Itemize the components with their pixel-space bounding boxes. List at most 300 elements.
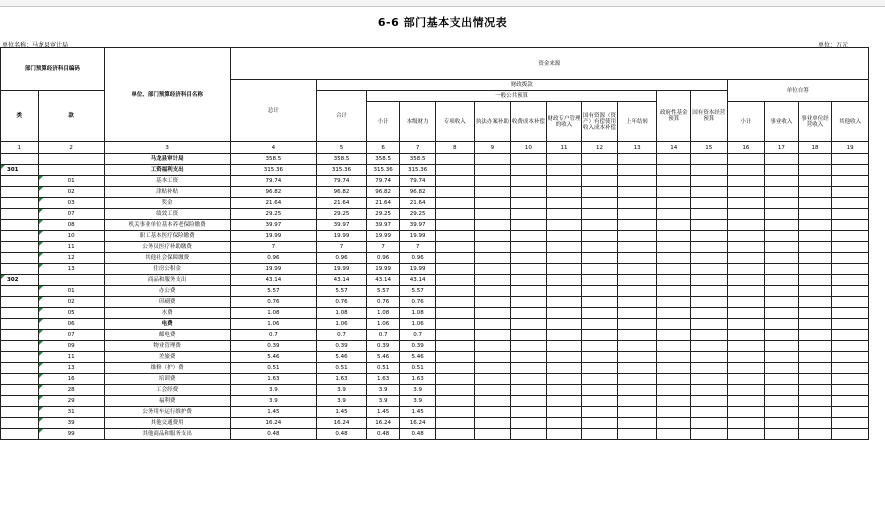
value-cell[interactable]: 5.46 bbox=[317, 352, 367, 363]
value-cell[interactable]: 79.74 bbox=[230, 176, 316, 187]
value-cell[interactable] bbox=[435, 220, 474, 231]
value-cell[interactable] bbox=[690, 297, 727, 308]
value-cell[interactable]: 19.99 bbox=[366, 264, 400, 275]
value-cell[interactable] bbox=[657, 330, 691, 341]
value-cell[interactable] bbox=[474, 374, 511, 385]
value-cell[interactable] bbox=[727, 429, 765, 440]
lei-cell[interactable] bbox=[1, 385, 39, 396]
value-cell[interactable] bbox=[765, 209, 799, 220]
value-cell[interactable] bbox=[435, 154, 474, 165]
value-cell[interactable]: 16.24 bbox=[230, 418, 316, 429]
value-cell[interactable] bbox=[474, 396, 511, 407]
lei-cell[interactable] bbox=[1, 352, 39, 363]
value-cell[interactable] bbox=[798, 330, 832, 341]
value-cell[interactable]: 0.7 bbox=[366, 330, 400, 341]
value-cell[interactable] bbox=[798, 374, 832, 385]
value-cell[interactable] bbox=[511, 363, 547, 374]
value-cell[interactable] bbox=[832, 286, 869, 297]
kuan-cell[interactable]: 16 bbox=[38, 374, 104, 385]
item-name-cell[interactable]: 培训费 bbox=[104, 374, 230, 385]
value-cell[interactable] bbox=[617, 308, 657, 319]
item-name-cell[interactable]: 印刷费 bbox=[104, 297, 230, 308]
lei-cell[interactable] bbox=[1, 176, 39, 187]
value-cell[interactable]: 43.14 bbox=[400, 275, 436, 286]
value-cell[interactable]: 21.64 bbox=[230, 198, 316, 209]
value-cell[interactable] bbox=[765, 242, 799, 253]
item-name-cell[interactable]: 基本工资 bbox=[104, 176, 230, 187]
value-cell[interactable] bbox=[435, 264, 474, 275]
value-cell[interactable] bbox=[435, 418, 474, 429]
lei-cell[interactable] bbox=[1, 297, 39, 308]
value-cell[interactable]: 315.36 bbox=[317, 165, 367, 176]
value-cell[interactable]: 19.99 bbox=[317, 231, 367, 242]
value-cell[interactable] bbox=[582, 396, 618, 407]
value-cell[interactable] bbox=[474, 429, 511, 440]
value-cell[interactable]: 0.7 bbox=[400, 330, 436, 341]
value-cell[interactable] bbox=[832, 264, 869, 275]
value-cell[interactable]: 0.39 bbox=[317, 341, 367, 352]
value-cell[interactable] bbox=[832, 154, 869, 165]
value-cell[interactable]: 0.48 bbox=[317, 429, 367, 440]
lei-cell[interactable] bbox=[1, 396, 39, 407]
kuan-cell[interactable]: 28 bbox=[38, 385, 104, 396]
value-cell[interactable]: 358.5 bbox=[400, 154, 436, 165]
value-cell[interactable] bbox=[832, 407, 869, 418]
value-cell[interactable] bbox=[690, 165, 727, 176]
lei-cell[interactable] bbox=[1, 209, 39, 220]
value-cell[interactable] bbox=[832, 297, 869, 308]
value-cell[interactable] bbox=[474, 187, 511, 198]
value-cell[interactable] bbox=[582, 231, 618, 242]
value-cell[interactable] bbox=[690, 363, 727, 374]
value-cell[interactable] bbox=[657, 198, 691, 209]
item-name-cell[interactable]: 公务员医疗补助缴费 bbox=[104, 242, 230, 253]
value-cell[interactable] bbox=[435, 297, 474, 308]
value-cell[interactable] bbox=[690, 429, 727, 440]
value-cell[interactable] bbox=[546, 220, 582, 231]
value-cell[interactable] bbox=[546, 341, 582, 352]
value-cell[interactable] bbox=[582, 352, 618, 363]
value-cell[interactable] bbox=[435, 374, 474, 385]
value-cell[interactable]: 0.96 bbox=[317, 253, 367, 264]
value-cell[interactable]: 1.08 bbox=[317, 308, 367, 319]
value-cell[interactable] bbox=[546, 418, 582, 429]
value-cell[interactable] bbox=[798, 341, 832, 352]
value-cell[interactable] bbox=[474, 165, 511, 176]
value-cell[interactable]: 21.64 bbox=[400, 198, 436, 209]
value-cell[interactable] bbox=[765, 231, 799, 242]
value-cell[interactable] bbox=[832, 319, 869, 330]
kuan-cell[interactable]: 11 bbox=[38, 242, 104, 253]
lei-cell[interactable] bbox=[1, 187, 39, 198]
value-cell[interactable] bbox=[657, 374, 691, 385]
value-cell[interactable] bbox=[690, 286, 727, 297]
value-cell[interactable]: 5.46 bbox=[366, 352, 400, 363]
value-cell[interactable] bbox=[765, 220, 799, 231]
value-cell[interactable]: 39.97 bbox=[400, 220, 436, 231]
value-cell[interactable]: 0.51 bbox=[366, 363, 400, 374]
value-cell[interactable]: 5.57 bbox=[317, 286, 367, 297]
value-cell[interactable] bbox=[582, 363, 618, 374]
value-cell[interactable] bbox=[832, 198, 869, 209]
value-cell[interactable] bbox=[617, 154, 657, 165]
value-cell[interactable] bbox=[511, 154, 547, 165]
value-cell[interactable] bbox=[582, 253, 618, 264]
value-cell[interactable] bbox=[727, 374, 765, 385]
value-cell[interactable]: 79.74 bbox=[317, 176, 367, 187]
value-cell[interactable] bbox=[617, 275, 657, 286]
value-cell[interactable]: 1.45 bbox=[400, 407, 436, 418]
item-name-cell[interactable]: 电费 bbox=[104, 319, 230, 330]
value-cell[interactable]: 39.97 bbox=[317, 220, 367, 231]
value-cell[interactable] bbox=[617, 264, 657, 275]
value-cell[interactable] bbox=[582, 220, 618, 231]
value-cell[interactable] bbox=[690, 209, 727, 220]
value-cell[interactable] bbox=[832, 418, 869, 429]
value-cell[interactable] bbox=[435, 286, 474, 297]
value-cell[interactable] bbox=[511, 253, 547, 264]
value-cell[interactable] bbox=[617, 330, 657, 341]
value-cell[interactable] bbox=[474, 253, 511, 264]
value-cell[interactable] bbox=[690, 253, 727, 264]
value-cell[interactable]: 16.24 bbox=[317, 418, 367, 429]
value-cell[interactable] bbox=[435, 308, 474, 319]
value-cell[interactable] bbox=[727, 176, 765, 187]
kuan-cell[interactable]: 11 bbox=[38, 352, 104, 363]
value-cell[interactable] bbox=[727, 308, 765, 319]
lei-cell[interactable] bbox=[1, 319, 39, 330]
value-cell[interactable]: 29.25 bbox=[366, 209, 400, 220]
item-name-cell[interactable]: 维修（护）费 bbox=[104, 363, 230, 374]
value-cell[interactable]: 5.46 bbox=[400, 352, 436, 363]
value-cell[interactable] bbox=[765, 352, 799, 363]
value-cell[interactable] bbox=[798, 363, 832, 374]
value-cell[interactable] bbox=[798, 264, 832, 275]
value-cell[interactable] bbox=[617, 352, 657, 363]
value-cell[interactable] bbox=[798, 396, 832, 407]
value-cell[interactable] bbox=[435, 231, 474, 242]
value-cell[interactable] bbox=[657, 341, 691, 352]
value-cell[interactable] bbox=[582, 407, 618, 418]
value-cell[interactable] bbox=[511, 429, 547, 440]
value-cell[interactable]: 43.14 bbox=[230, 275, 316, 286]
value-cell[interactable] bbox=[798, 154, 832, 165]
lei-cell[interactable] bbox=[1, 330, 39, 341]
value-cell[interactable]: 0.51 bbox=[230, 363, 316, 374]
value-cell[interactable] bbox=[435, 198, 474, 209]
value-cell[interactable] bbox=[474, 242, 511, 253]
value-cell[interactable] bbox=[657, 418, 691, 429]
value-cell[interactable] bbox=[511, 220, 547, 231]
value-cell[interactable] bbox=[546, 374, 582, 385]
value-cell[interactable] bbox=[474, 297, 511, 308]
kuan-cell[interactable]: 07 bbox=[38, 330, 104, 341]
value-cell[interactable] bbox=[617, 407, 657, 418]
value-cell[interactable] bbox=[765, 198, 799, 209]
value-cell[interactable] bbox=[798, 407, 832, 418]
value-cell[interactable] bbox=[546, 209, 582, 220]
value-cell[interactable] bbox=[582, 330, 618, 341]
value-cell[interactable] bbox=[690, 198, 727, 209]
value-cell[interactable]: 5.46 bbox=[230, 352, 316, 363]
value-cell[interactable] bbox=[435, 253, 474, 264]
value-cell[interactable] bbox=[765, 154, 799, 165]
kuan-cell[interactable]: 13 bbox=[38, 363, 104, 374]
value-cell[interactable] bbox=[546, 429, 582, 440]
value-cell[interactable]: 96.82 bbox=[317, 187, 367, 198]
value-cell[interactable]: 3.9 bbox=[366, 396, 400, 407]
value-cell[interactable] bbox=[657, 253, 691, 264]
value-cell[interactable]: 315.36 bbox=[400, 165, 436, 176]
value-cell[interactable]: 0.76 bbox=[366, 297, 400, 308]
value-cell[interactable]: 0.48 bbox=[400, 429, 436, 440]
value-cell[interactable]: 1.08 bbox=[366, 308, 400, 319]
kuan-cell[interactable]: 09 bbox=[38, 341, 104, 352]
value-cell[interactable]: 1.63 bbox=[400, 374, 436, 385]
value-cell[interactable] bbox=[798, 429, 832, 440]
lei-cell[interactable] bbox=[1, 253, 39, 264]
value-cell[interactable] bbox=[832, 396, 869, 407]
lei-cell[interactable] bbox=[1, 231, 39, 242]
value-cell[interactable] bbox=[657, 308, 691, 319]
value-cell[interactable]: 0.7 bbox=[230, 330, 316, 341]
value-cell[interactable] bbox=[582, 385, 618, 396]
lei-cell[interactable] bbox=[1, 374, 39, 385]
kuan-cell[interactable] bbox=[38, 154, 104, 165]
lei-cell[interactable] bbox=[1, 363, 39, 374]
value-cell[interactable] bbox=[617, 418, 657, 429]
value-cell[interactable] bbox=[511, 352, 547, 363]
value-cell[interactable]: 0.51 bbox=[400, 363, 436, 374]
value-cell[interactable] bbox=[657, 231, 691, 242]
value-cell[interactable] bbox=[546, 253, 582, 264]
lei-cell[interactable] bbox=[1, 242, 39, 253]
value-cell[interactable]: 1.45 bbox=[230, 407, 316, 418]
item-name-cell[interactable]: 水费 bbox=[104, 308, 230, 319]
value-cell[interactable] bbox=[765, 385, 799, 396]
value-cell[interactable] bbox=[474, 385, 511, 396]
value-cell[interactable] bbox=[582, 154, 618, 165]
value-cell[interactable] bbox=[582, 264, 618, 275]
value-cell[interactable] bbox=[511, 187, 547, 198]
value-cell[interactable] bbox=[511, 286, 547, 297]
value-cell[interactable] bbox=[690, 352, 727, 363]
lei-cell[interactable] bbox=[1, 198, 39, 209]
value-cell[interactable] bbox=[765, 176, 799, 187]
value-cell[interactable]: 96.82 bbox=[366, 187, 400, 198]
value-cell[interactable]: 0.48 bbox=[230, 429, 316, 440]
value-cell[interactable] bbox=[617, 319, 657, 330]
value-cell[interactable] bbox=[765, 429, 799, 440]
value-cell[interactable] bbox=[511, 275, 547, 286]
value-cell[interactable] bbox=[657, 396, 691, 407]
value-cell[interactable]: 1.63 bbox=[366, 374, 400, 385]
lei-cell[interactable] bbox=[1, 418, 39, 429]
item-name-cell[interactable]: 马龙县审计局 bbox=[104, 154, 230, 165]
value-cell[interactable] bbox=[546, 275, 582, 286]
value-cell[interactable]: 3.9 bbox=[366, 385, 400, 396]
value-cell[interactable] bbox=[727, 286, 765, 297]
value-cell[interactable] bbox=[832, 187, 869, 198]
kuan-cell[interactable]: 03 bbox=[38, 198, 104, 209]
value-cell[interactable]: 19.99 bbox=[366, 231, 400, 242]
value-cell[interactable] bbox=[474, 319, 511, 330]
value-cell[interactable] bbox=[765, 341, 799, 352]
value-cell[interactable]: 21.64 bbox=[366, 198, 400, 209]
value-cell[interactable] bbox=[727, 418, 765, 429]
value-cell[interactable] bbox=[727, 352, 765, 363]
value-cell[interactable] bbox=[582, 319, 618, 330]
value-cell[interactable] bbox=[727, 396, 765, 407]
value-cell[interactable] bbox=[617, 165, 657, 176]
value-cell[interactable] bbox=[765, 418, 799, 429]
lei-cell[interactable] bbox=[1, 220, 39, 231]
value-cell[interactable] bbox=[690, 231, 727, 242]
value-cell[interactable]: 5.57 bbox=[366, 286, 400, 297]
value-cell[interactable]: 1.08 bbox=[230, 308, 316, 319]
value-cell[interactable] bbox=[798, 319, 832, 330]
item-name-cell[interactable]: 住房公积金 bbox=[104, 264, 230, 275]
value-cell[interactable]: 19.99 bbox=[230, 231, 316, 242]
value-cell[interactable] bbox=[546, 198, 582, 209]
value-cell[interactable] bbox=[435, 352, 474, 363]
value-cell[interactable] bbox=[435, 396, 474, 407]
value-cell[interactable]: 39.97 bbox=[230, 220, 316, 231]
value-cell[interactable] bbox=[474, 341, 511, 352]
lei-cell[interactable] bbox=[1, 341, 39, 352]
lei-cell[interactable] bbox=[1, 264, 39, 275]
value-cell[interactable]: 21.64 bbox=[317, 198, 367, 209]
value-cell[interactable]: 16.24 bbox=[400, 418, 436, 429]
value-cell[interactable]: 3.9 bbox=[400, 396, 436, 407]
value-cell[interactable] bbox=[511, 385, 547, 396]
lei-cell[interactable]: 301 bbox=[1, 165, 39, 176]
value-cell[interactable]: 0.76 bbox=[400, 297, 436, 308]
value-cell[interactable]: 0.76 bbox=[230, 297, 316, 308]
item-name-cell[interactable]: 邮电费 bbox=[104, 330, 230, 341]
value-cell[interactable] bbox=[511, 165, 547, 176]
value-cell[interactable] bbox=[474, 418, 511, 429]
value-cell[interactable] bbox=[546, 363, 582, 374]
kuan-cell[interactable]: 07 bbox=[38, 209, 104, 220]
value-cell[interactable] bbox=[798, 176, 832, 187]
value-cell[interactable] bbox=[798, 198, 832, 209]
value-cell[interactable] bbox=[657, 297, 691, 308]
value-cell[interactable] bbox=[546, 231, 582, 242]
lei-cell[interactable] bbox=[1, 154, 39, 165]
value-cell[interactable] bbox=[582, 308, 618, 319]
value-cell[interactable] bbox=[765, 275, 799, 286]
value-cell[interactable] bbox=[617, 198, 657, 209]
lei-cell[interactable] bbox=[1, 407, 39, 418]
value-cell[interactable] bbox=[832, 176, 869, 187]
value-cell[interactable] bbox=[657, 407, 691, 418]
value-cell[interactable] bbox=[474, 231, 511, 242]
value-cell[interactable] bbox=[832, 374, 869, 385]
lei-cell[interactable] bbox=[1, 286, 39, 297]
value-cell[interactable] bbox=[474, 330, 511, 341]
value-cell[interactable]: 19.99 bbox=[400, 231, 436, 242]
value-cell[interactable] bbox=[474, 264, 511, 275]
kuan-cell[interactable]: 31 bbox=[38, 407, 104, 418]
item-name-cell[interactable]: 工资福利支出 bbox=[104, 165, 230, 176]
value-cell[interactable] bbox=[474, 220, 511, 231]
value-cell[interactable] bbox=[832, 253, 869, 264]
value-cell[interactable] bbox=[832, 429, 869, 440]
value-cell[interactable] bbox=[765, 297, 799, 308]
value-cell[interactable] bbox=[727, 220, 765, 231]
value-cell[interactable] bbox=[474, 209, 511, 220]
value-cell[interactable] bbox=[727, 198, 765, 209]
kuan-cell[interactable]: 05 bbox=[38, 308, 104, 319]
value-cell[interactable] bbox=[727, 363, 765, 374]
value-cell[interactable] bbox=[546, 187, 582, 198]
value-cell[interactable]: 19.99 bbox=[230, 264, 316, 275]
value-cell[interactable] bbox=[690, 176, 727, 187]
value-cell[interactable]: 0.48 bbox=[366, 429, 400, 440]
value-cell[interactable]: 5.57 bbox=[400, 286, 436, 297]
value-cell[interactable] bbox=[511, 407, 547, 418]
value-cell[interactable] bbox=[798, 418, 832, 429]
value-cell[interactable]: 1.08 bbox=[400, 308, 436, 319]
value-cell[interactable] bbox=[832, 352, 869, 363]
value-cell[interactable]: 0.96 bbox=[366, 253, 400, 264]
value-cell[interactable] bbox=[798, 352, 832, 363]
value-cell[interactable] bbox=[474, 352, 511, 363]
value-cell[interactable] bbox=[690, 308, 727, 319]
value-cell[interactable] bbox=[474, 198, 511, 209]
value-cell[interactable] bbox=[832, 275, 869, 286]
value-cell[interactable] bbox=[511, 341, 547, 352]
item-name-cell[interactable]: 差旅费 bbox=[104, 352, 230, 363]
value-cell[interactable] bbox=[546, 242, 582, 253]
value-cell[interactable] bbox=[435, 165, 474, 176]
value-cell[interactable]: 1.06 bbox=[230, 319, 316, 330]
item-name-cell[interactable]: 公务用车运行维护费 bbox=[104, 407, 230, 418]
value-cell[interactable] bbox=[727, 341, 765, 352]
value-cell[interactable] bbox=[435, 319, 474, 330]
value-cell[interactable] bbox=[474, 286, 511, 297]
kuan-cell[interactable] bbox=[38, 275, 104, 286]
value-cell[interactable]: 0.96 bbox=[400, 253, 436, 264]
value-cell[interactable] bbox=[546, 319, 582, 330]
value-cell[interactable] bbox=[511, 396, 547, 407]
value-cell[interactable] bbox=[690, 319, 727, 330]
value-cell[interactable] bbox=[511, 297, 547, 308]
value-cell[interactable] bbox=[657, 187, 691, 198]
value-cell[interactable] bbox=[435, 407, 474, 418]
kuan-cell[interactable]: 99 bbox=[38, 429, 104, 440]
value-cell[interactable] bbox=[765, 187, 799, 198]
value-cell[interactable] bbox=[511, 308, 547, 319]
value-cell[interactable] bbox=[798, 187, 832, 198]
value-cell[interactable] bbox=[690, 242, 727, 253]
item-name-cell[interactable]: 津贴补贴 bbox=[104, 187, 230, 198]
item-name-cell[interactable]: 办公费 bbox=[104, 286, 230, 297]
value-cell[interactable]: 3.9 bbox=[230, 385, 316, 396]
kuan-cell[interactable]: 39 bbox=[38, 418, 104, 429]
value-cell[interactable]: 7 bbox=[317, 242, 367, 253]
value-cell[interactable] bbox=[765, 330, 799, 341]
value-cell[interactable] bbox=[474, 308, 511, 319]
value-cell[interactable]: 7 bbox=[230, 242, 316, 253]
item-name-cell[interactable]: 工会经费 bbox=[104, 385, 230, 396]
value-cell[interactable] bbox=[474, 154, 511, 165]
value-cell[interactable]: 358.5 bbox=[317, 154, 367, 165]
value-cell[interactable]: 0.76 bbox=[317, 297, 367, 308]
item-name-cell[interactable]: 其他社会保障缴费 bbox=[104, 253, 230, 264]
value-cell[interactable] bbox=[617, 176, 657, 187]
